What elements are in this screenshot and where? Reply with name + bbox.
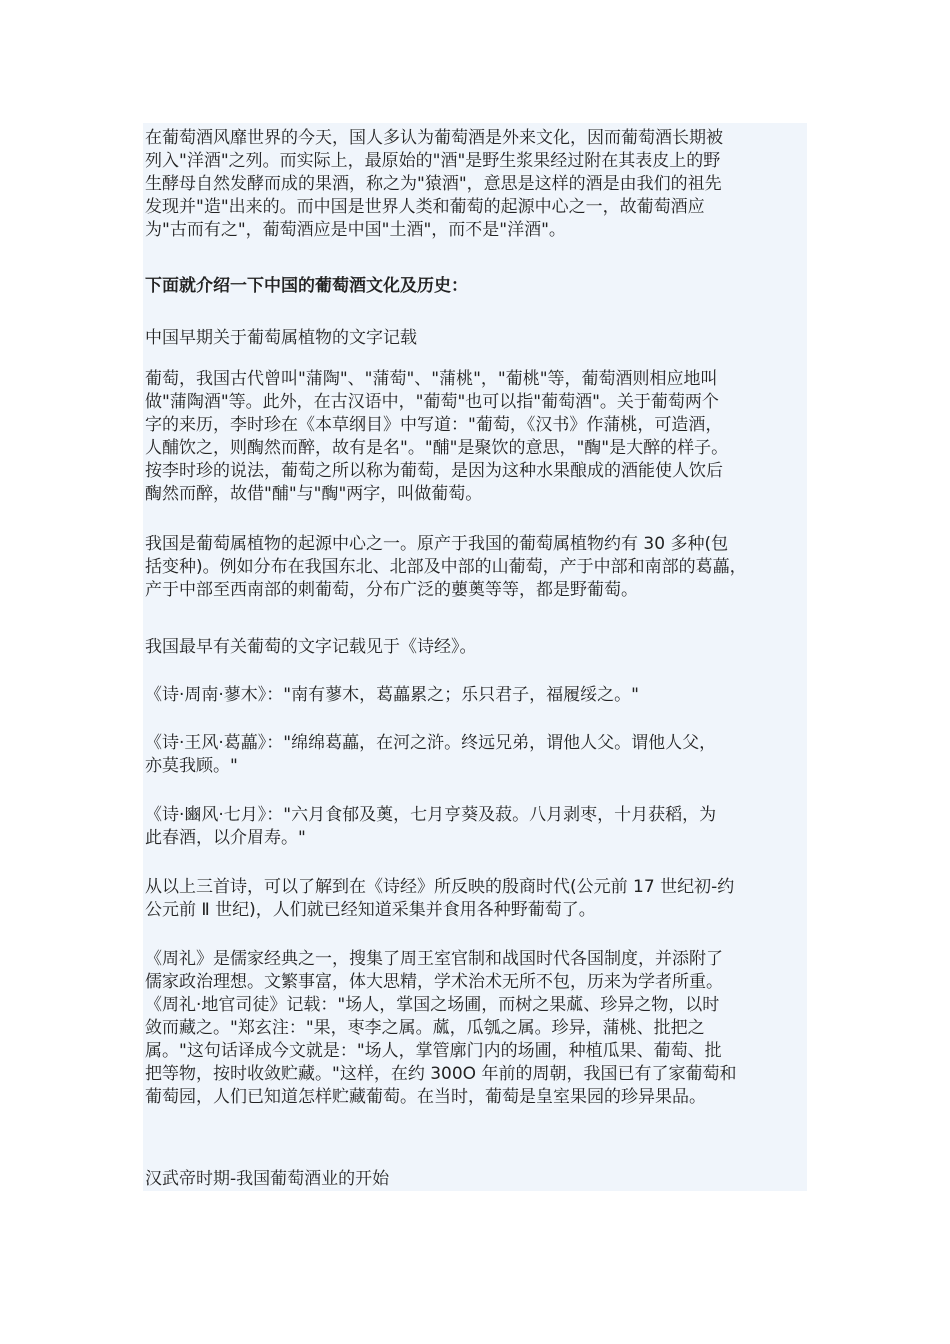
- quote-zhounan: 《诗·周南·蓼木》："南有蓼木，葛藟累之；乐只君子，福履绥之。": [145, 685, 639, 705]
- subheading-early-records: 中国早期关于葡萄属植物的文字记载: [145, 328, 417, 348]
- paragraph-shijing-intro: 我国最早有关葡萄的文字记载见于《诗经》。: [145, 637, 477, 657]
- quote-binfeng: 《诗·豳风·七月》："六月食郁及薁，七月亨葵及菽。八月剥枣，十月获稻，为 此春酒，以介眉寿。": [145, 805, 717, 848]
- article-body: [143, 123, 807, 1191]
- section-heading: 下面就介绍一下中国的葡萄酒文化及历史：: [145, 276, 468, 296]
- paragraph-origin-species: 我国是葡萄属植物的起源中心之一。原产于我国的葡萄属植物约有 30 多种(包 括变种)。例如分布在我国东北、北部及中部的山葡萄，产于中部和南部的葛藟， 产于中部至西南部的刺葡萄，分布广泛的蘡薁等等，都是野葡萄。: [145, 534, 747, 600]
- subheading-han-wudi: 汉武帝时期-我国葡萄酒业的开始: [145, 1169, 390, 1189]
- quote-wangfeng: 《诗·王风·葛藟》："绵绵葛藟，在河之浒。终远兄弟，谓他人父。谓他人父， 亦莫我顾。": [145, 733, 717, 776]
- intro-paragraph: 在葡萄酒风靡世界的今天，国人多认为葡萄酒是外来文化，因而葡萄酒长期被 列入"洋酒"之列。而实际上，最原始的"酒"是野生浆果经过附在其表皮上的野 生酵母自然发酵而成的果酒，称之为"猿酒"，意思是这样的酒是由我们的祖先 发现并"造"出来的。而中国是世界人类和葡萄的起源中心之一，故葡萄酒应 为"古而有之"，葡萄酒应是中国"土酒"，而不是"洋酒"。: [145, 128, 723, 240]
- paragraph-zhouli: 《周礼》是儒家经典之一，搜集了周王室官制和战国时代各国制度，并添附了 儒家政治理想。文繁事富，体大思精，学术治术无所不包，历来为学者所重。 《周礼·地官司徒》记载："场人，掌国之场圃，而树之果蓏、珍异之物，以时 敛而藏之。"郑玄注："果，枣李之属。蓏，瓜瓠之属。珍异，蒲桃、批把之 属。"这句话译成今文就是："场人，掌管廓门内的场圃，种植瓜果、葡萄、批 把等物，按时收敛贮藏。"这样，在约 300O 年前的周朝，我国已有了家葡萄和 葡萄园，人们已知道怎样贮藏葡萄。在当时，葡萄是皇室果园的珍异果品。: [145, 949, 737, 1107]
- paragraph-shang-era: 从以上三首诗，可以了解到在《诗经》所反映的殷商时代(公元前 17 世纪初-约 公元前 Ⅱ 世纪)，人们就已经知道采集并食用各种野葡萄了。: [145, 877, 735, 920]
- paragraph-etymology: 葡萄，我国古代曾叫"蒲陶"、"蒲萄"、"蒲桃"，"葡桃"等，葡萄酒则相应地叫 做"蒲陶酒"等。此外，在古汉语中，"葡萄"也可以指"葡萄酒"。关于葡萄两个 字的来历，李时珍在《本草纲目》中写道："葡萄，《汉书》作蒲桃，可造酒， 人酺饮之，则醄然而醉，故有是名"。"酺"是聚饮的意思，"醄"是大醉的样子。 按李时珍的说法，葡萄之所以称为葡萄，是因为这种水果酿成的酒能使人饮后 醄然而醉，故借"酺"与"醄"两字，叫做葡萄。: [145, 369, 729, 504]
